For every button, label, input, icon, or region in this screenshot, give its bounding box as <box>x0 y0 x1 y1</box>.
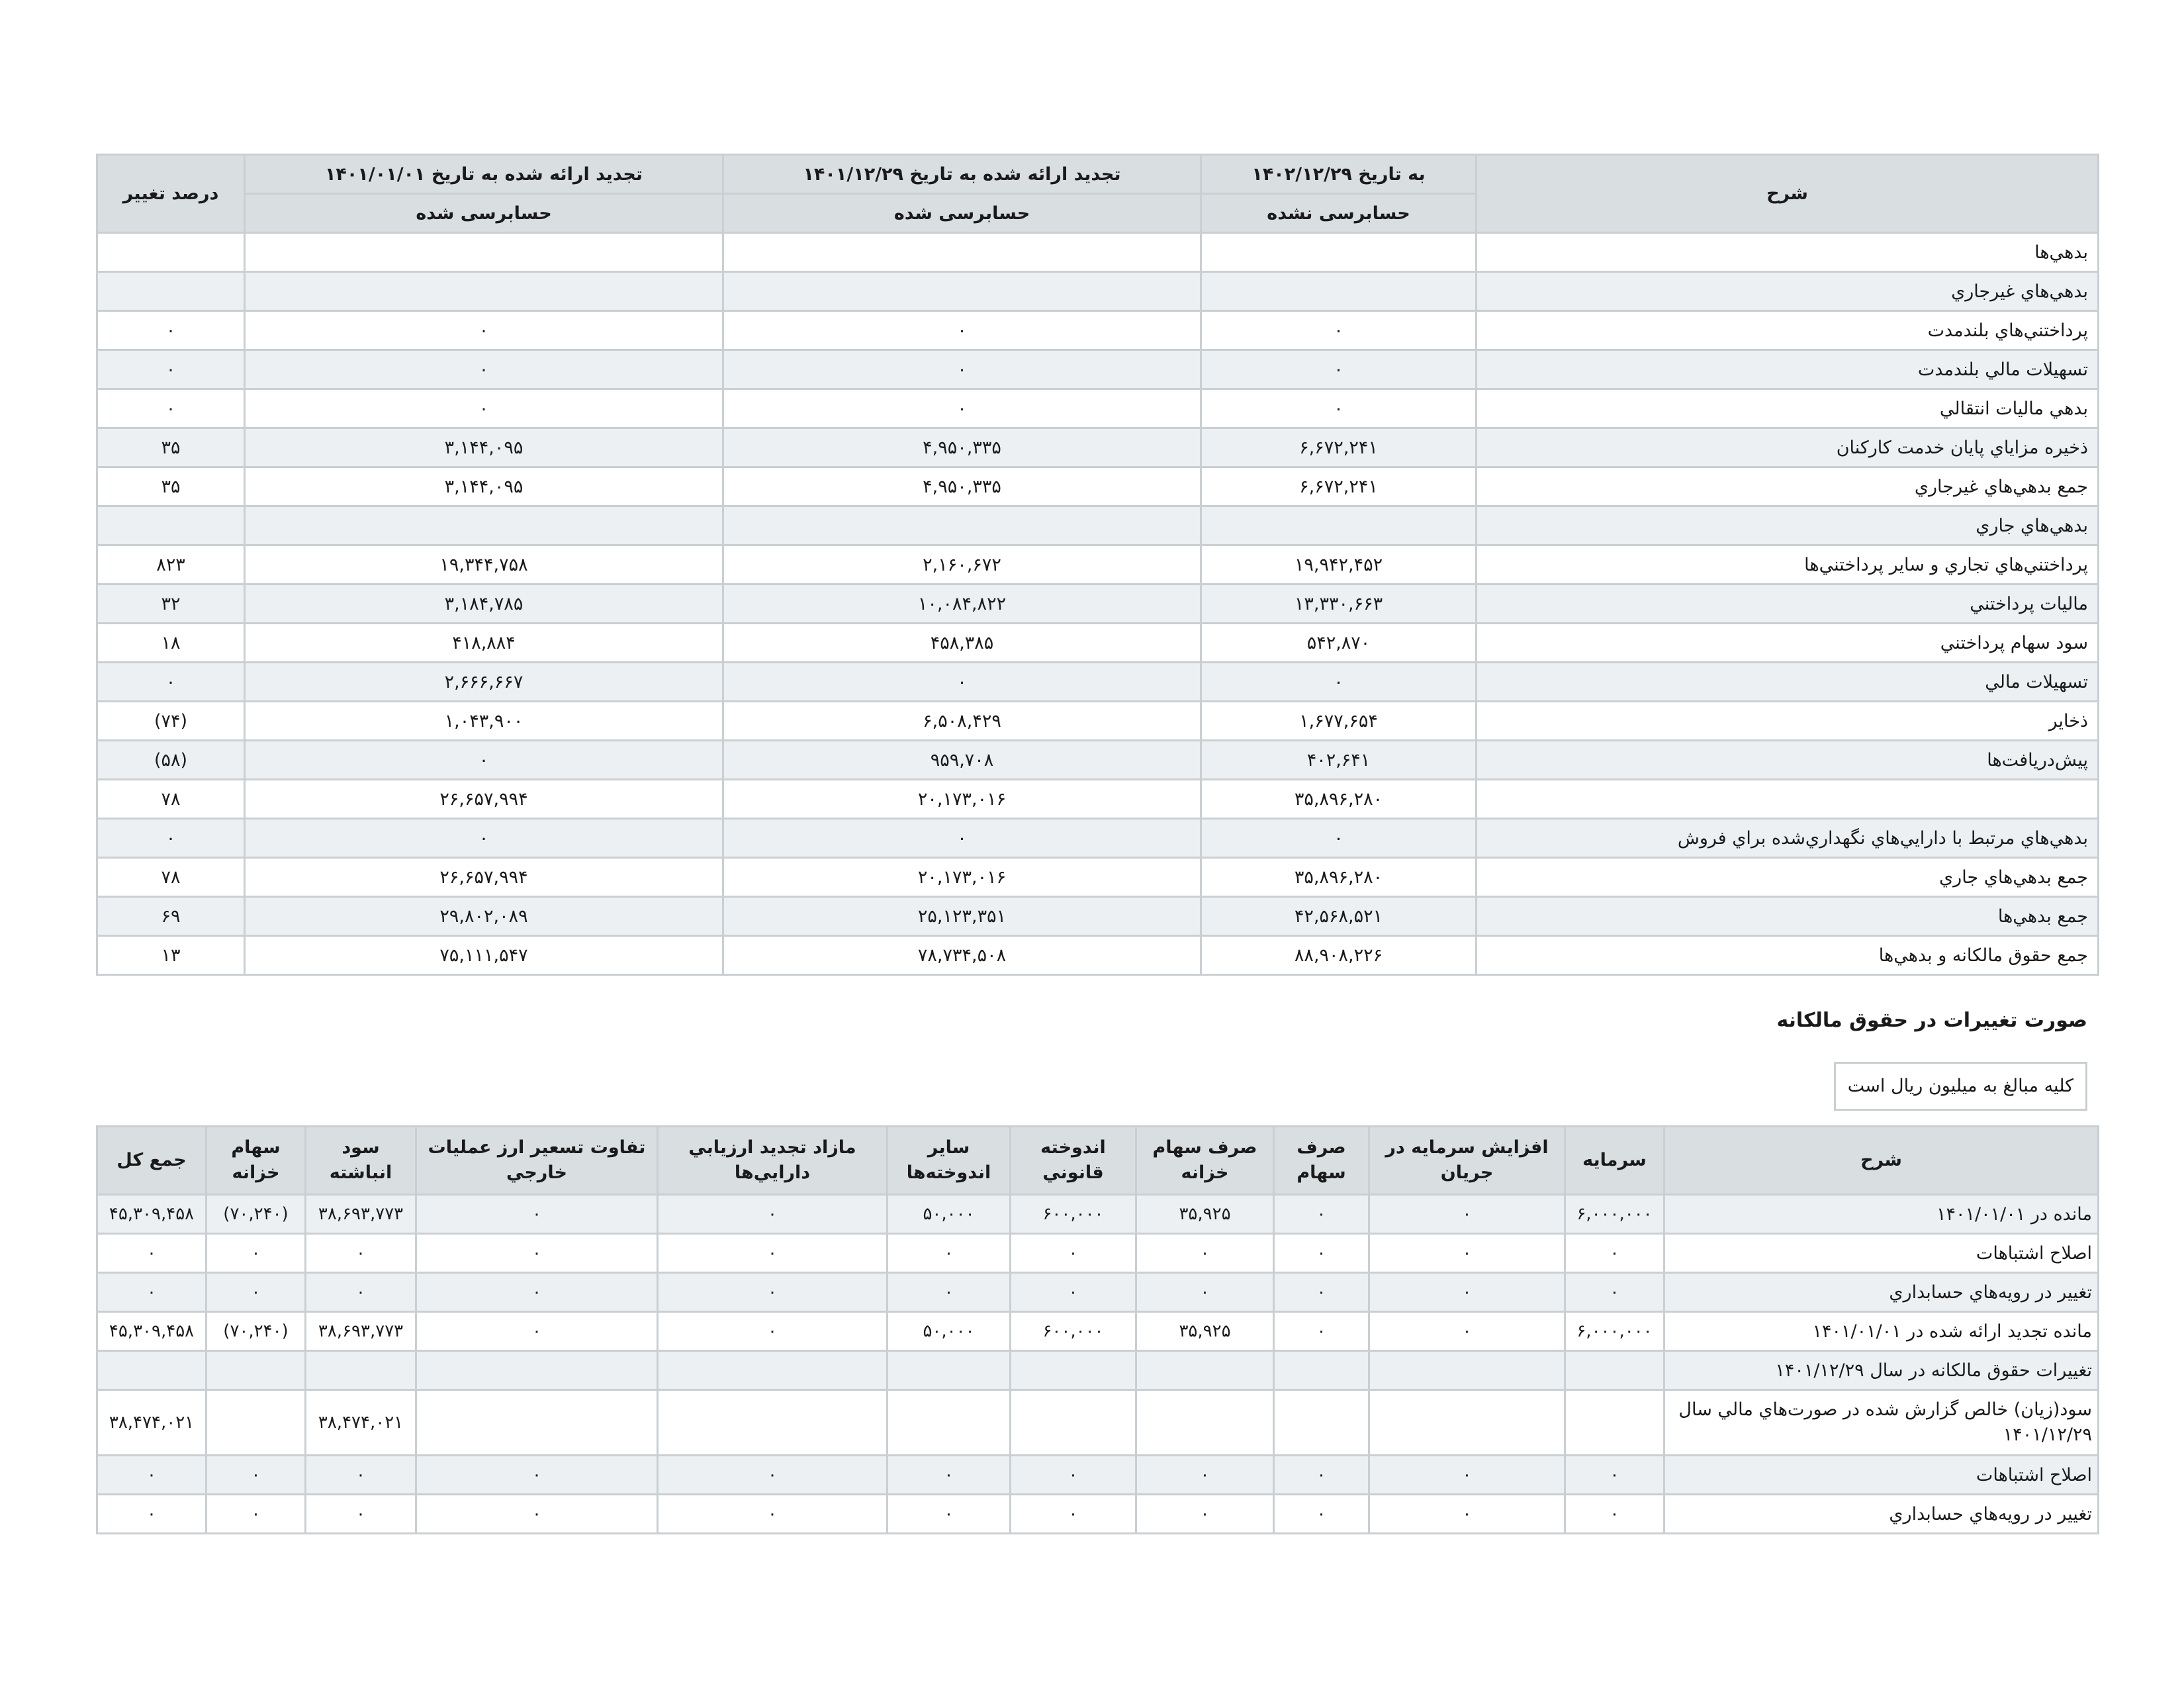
value-1402-12-29: ۴۰۲,۶۴۱ <box>1201 741 1477 780</box>
equity-header-treasury-shares: سهام خزانه <box>206 1127 306 1195</box>
value-1401-12-29 <box>723 272 1201 311</box>
table-row <box>97 858 2099 897</box>
table-row <box>97 1456 2099 1495</box>
value-retained-earnings: ۰ <box>306 1456 416 1495</box>
value-1401-12-29: ۰ <box>723 350 1201 389</box>
value-1401-12-29: ۹۵۹,۷۰۸ <box>723 741 1201 780</box>
table-row <box>97 1273 2099 1312</box>
table-row <box>97 741 2099 780</box>
percent-change: ۰ <box>97 389 245 428</box>
value-capital-increase: ۰ <box>1369 1456 1565 1495</box>
percent-change: ۱۸ <box>97 624 245 663</box>
value-share-premium: ۰ <box>1274 1195 1369 1234</box>
value-1401-01-01: ۱۹,۳۴۴,۷۵۸ <box>245 545 723 585</box>
row-label: ذخاير <box>1477 702 2099 741</box>
value-total <box>97 1351 206 1390</box>
value-1401-01-01: ۱,۰۴۳,۹۰۰ <box>245 702 723 741</box>
value-total: ۰ <box>97 1456 206 1495</box>
value-1401-12-29: ۲۵,۱۲۳,۳۵۱ <box>723 897 1201 936</box>
header-col3-audit-status: حسابرسی شده <box>245 194 723 233</box>
row-label: پرداختني‌هاي بلندمدت <box>1477 311 2099 350</box>
value-1401-12-29: ۲۰,۱۷۳,۰۱۶ <box>723 858 1201 897</box>
equity-header-total: جمع کل <box>97 1127 206 1195</box>
value-revaluation-surplus: ۰ <box>658 1273 887 1312</box>
value-fx-translation: ۰ <box>416 1495 658 1534</box>
table-row <box>97 311 2099 350</box>
value-1401-01-01: ۰ <box>245 741 723 780</box>
percent-change <box>97 233 245 272</box>
row-label: اصلاح اشتباهات <box>1664 1456 2099 1495</box>
row-label: اصلاح اشتباهات <box>1664 1234 2099 1273</box>
row-label: جمع حقوق مالکانه و بدهي‌ها <box>1477 936 2099 975</box>
value-1401-12-29: ۶,۵۰۸,۴۲۹ <box>723 702 1201 741</box>
value-total: ۰ <box>97 1495 206 1534</box>
value-1401-01-01: ۳,۱۴۴,۰۹۵ <box>245 467 723 506</box>
value-1402-12-29: ۰ <box>1201 350 1477 389</box>
value-fx-translation: ۰ <box>416 1456 658 1495</box>
value-share-premium <box>1274 1390 1369 1456</box>
value-treasury-premium: ۰ <box>1136 1495 1274 1534</box>
table-row <box>97 1234 2099 1273</box>
table-row <box>97 1195 2099 1234</box>
value-1401-12-29: ۴۵۸,۳۸۵ <box>723 624 1201 663</box>
value-retained-earnings: ۰ <box>306 1273 416 1312</box>
value-capital-increase <box>1369 1351 1565 1390</box>
value-revaluation-surplus <box>658 1351 887 1390</box>
equity-header-capital: سرمايه <box>1565 1127 1664 1195</box>
percent-change: ۳۵ <box>97 467 245 506</box>
table-row <box>97 624 2099 663</box>
row-label: تغيير در رويه‌هاي حسابداري <box>1664 1273 2099 1312</box>
header-col1-audit-status: حسابرسی نشده <box>1201 194 1477 233</box>
value-1401-12-29: ۴,۹۵۰,۳۳۵ <box>723 467 1201 506</box>
percent-change: ۳۲ <box>97 585 245 624</box>
value-fx-translation <box>416 1351 658 1390</box>
value-capital: ۰ <box>1565 1495 1664 1534</box>
table-row <box>97 819 2099 858</box>
value-retained-earnings: ۳۸,۶۹۳,۷۷۳ <box>306 1312 416 1351</box>
value-other-reserves: ۰ <box>887 1495 1011 1534</box>
value-fx-translation: ۰ <box>416 1195 658 1234</box>
value-1401-12-29: ۴,۹۵۰,۳۳۵ <box>723 428 1201 467</box>
value-1401-12-29: ۷۸,۷۳۴,۵۰۸ <box>723 936 1201 975</box>
value-1401-01-01 <box>245 272 723 311</box>
percent-change: (۷۴) <box>97 702 245 741</box>
value-1401-01-01: ۰ <box>245 350 723 389</box>
percent-change <box>97 272 245 311</box>
value-1402-12-29: ۵۴۲,۸۷۰ <box>1201 624 1477 663</box>
section-title: صورت تغييرات در حقوق مالکانه <box>1776 1009 2087 1032</box>
value-treasury-shares: (۷۰,۲۴۰) <box>206 1195 306 1234</box>
value-1402-12-29: ۱۹,۹۴۲,۴۵۲ <box>1201 545 1477 585</box>
value-legal-reserve: ۰ <box>1011 1456 1136 1495</box>
value-other-reserves: ۰ <box>887 1234 1011 1273</box>
equity-header-other-reserves: ساير اندوخته‌ها <box>887 1127 1011 1195</box>
value-1402-12-29: ۴۲,۵۶۸,۵۲۱ <box>1201 897 1477 936</box>
value-share-premium: ۰ <box>1274 1456 1369 1495</box>
table-row <box>97 506 2099 545</box>
value-treasury-shares <box>206 1351 306 1390</box>
row-label: جمع بدهي‌هاي غيرجاري <box>1477 467 2099 506</box>
percent-change: ۷۸ <box>97 858 245 897</box>
value-revaluation-surplus: ۰ <box>658 1195 887 1234</box>
value-legal-reserve: ۰ <box>1011 1495 1136 1534</box>
value-1401-01-01: ۴۱۸,۸۸۴ <box>245 624 723 663</box>
value-capital-increase: ۰ <box>1369 1195 1565 1234</box>
value-treasury-premium: ۰ <box>1136 1234 1274 1273</box>
row-label: ماليات پرداختني <box>1477 585 2099 624</box>
value-share-premium: ۰ <box>1274 1312 1369 1351</box>
percent-change: ۷۸ <box>97 780 245 819</box>
value-1402-12-29: ۳۵,۸۹۶,۲۸۰ <box>1201 858 1477 897</box>
value-1401-01-01: ۲۶,۶۵۷,۹۹۴ <box>245 858 723 897</box>
equity-header-share-premium: صرف سهام <box>1274 1127 1369 1195</box>
value-capital <box>1565 1390 1664 1456</box>
value-treasury-shares: ۰ <box>206 1234 306 1273</box>
percent-change: ۶۹ <box>97 897 245 936</box>
table-row <box>97 467 2099 506</box>
value-legal-reserve: ۶۰۰,۰۰۰ <box>1011 1195 1136 1234</box>
header-col2-date: تجدید ارائه شده به تاریخ ۱۴۰۱/۱۲/۲۹ <box>723 155 1201 194</box>
value-total: ۳۸,۴۷۴,۰۲۱ <box>97 1390 206 1456</box>
value-1401-01-01: ۰ <box>245 819 723 858</box>
header-col2-audit-status: حسابرسی شده <box>723 194 1201 233</box>
value-1401-12-29: ۰ <box>723 389 1201 428</box>
value-other-reserves: ۰ <box>887 1456 1011 1495</box>
table-row <box>97 545 2099 585</box>
row-label: تغييرات حقوق مالکانه در سال ۱۴۰۱/۱۲/۲۹ <box>1664 1351 2099 1390</box>
value-legal-reserve: ۰ <box>1011 1234 1136 1273</box>
row-label: مانده تجديد ارائه شده در ۱۴۰۱/۰۱/۰۱ <box>1664 1312 2099 1351</box>
table-row <box>97 350 2099 389</box>
value-treasury-premium: ۳۵,۹۲۵ <box>1136 1195 1274 1234</box>
value-treasury-shares: ۰ <box>206 1495 306 1534</box>
unit-note: کليه مبالغ به ميليون ريال است <box>1834 1062 2087 1111</box>
value-total: ۰ <box>97 1273 206 1312</box>
value-1401-01-01: ۲۶,۶۵۷,۹۹۴ <box>245 780 723 819</box>
row-label <box>1477 780 2099 819</box>
percent-change: ۸۲۳ <box>97 545 245 585</box>
row-label: تغيير در رويه‌هاي حسابداري <box>1664 1495 2099 1534</box>
row-label: بدهي‌هاي جاري <box>1477 506 2099 545</box>
table-row <box>97 663 2099 702</box>
value-total: ۴۵,۳۰۹,۴۵۸ <box>97 1312 206 1351</box>
value-treasury-shares: ۰ <box>206 1273 306 1312</box>
percent-change <box>97 506 245 545</box>
value-treasury-shares: ۰ <box>206 1456 306 1495</box>
row-label: مانده در ۱۴۰۱/۰۱/۰۱ <box>1664 1195 2099 1234</box>
value-legal-reserve: ۰ <box>1011 1273 1136 1312</box>
value-1401-12-29: ۲۰,۱۷۳,۰۱۶ <box>723 780 1201 819</box>
value-1402-12-29: ۱,۶۷۷,۶۵۴ <box>1201 702 1477 741</box>
table-row <box>97 389 2099 428</box>
equity-header-treasury-premium: صرف سهام خزانه <box>1136 1127 1274 1195</box>
row-label: بدهي ماليات انتقالي <box>1477 389 2099 428</box>
table-row <box>97 780 2099 819</box>
value-1401-12-29: ۰ <box>723 819 1201 858</box>
value-other-reserves <box>887 1390 1011 1456</box>
row-label: تسهيلات مالي <box>1477 663 2099 702</box>
value-1402-12-29 <box>1201 233 1477 272</box>
value-capital <box>1565 1351 1664 1390</box>
value-revaluation-surplus: ۰ <box>658 1234 887 1273</box>
table-row <box>97 1351 2099 1390</box>
value-capital-increase: ۰ <box>1369 1234 1565 1273</box>
equity-header-description: شرح <box>1664 1127 2099 1195</box>
value-treasury-premium: ۰ <box>1136 1456 1274 1495</box>
value-revaluation-surplus <box>658 1390 887 1456</box>
value-1401-01-01: ۲,۶۶۶,۶۶۷ <box>245 663 723 702</box>
value-treasury-shares: (۷۰,۲۴۰) <box>206 1312 306 1351</box>
row-label: سود سهام پرداختني <box>1477 624 2099 663</box>
percent-change: ۰ <box>97 311 245 350</box>
value-1401-12-29: ۱۰,۰۸۴,۸۲۲ <box>723 585 1201 624</box>
value-1402-12-29: ۰ <box>1201 311 1477 350</box>
value-fx-translation: ۰ <box>416 1273 658 1312</box>
value-treasury-shares <box>206 1390 306 1456</box>
value-capital: ۰ <box>1565 1273 1664 1312</box>
header-description: شرح <box>1477 155 2099 233</box>
value-fx-translation: ۰ <box>416 1312 658 1351</box>
row-label: پرداختني‌هاي تجاري و ساير پرداختني‌ها <box>1477 545 2099 585</box>
value-1401-12-29: ۲,۱۶۰,۶۷۲ <box>723 545 1201 585</box>
value-legal-reserve <box>1011 1390 1136 1456</box>
table-row <box>97 233 2099 272</box>
value-revaluation-surplus: ۰ <box>658 1312 887 1351</box>
value-legal-reserve: ۶۰۰,۰۰۰ <box>1011 1312 1136 1351</box>
value-total: ۴۵,۳۰۹,۴۵۸ <box>97 1195 206 1234</box>
value-1401-01-01: ۰ <box>245 311 723 350</box>
percent-change: ۰ <box>97 663 245 702</box>
value-capital: ۰ <box>1565 1234 1664 1273</box>
table-row <box>97 936 2099 975</box>
value-1401-01-01: ۳,۱۸۴,۷۸۵ <box>245 585 723 624</box>
value-retained-earnings <box>306 1351 416 1390</box>
value-revaluation-surplus: ۰ <box>658 1456 887 1495</box>
value-share-premium: ۰ <box>1274 1495 1369 1534</box>
balance-sheet-liabilities-table <box>96 154 2099 976</box>
row-label: بدهي‌هاي غيرجاري <box>1477 272 2099 311</box>
table-row <box>97 1390 2099 1456</box>
value-1402-12-29: ۰ <box>1201 389 1477 428</box>
value-capital-increase <box>1369 1390 1565 1456</box>
value-capital-increase: ۰ <box>1369 1273 1565 1312</box>
table-row <box>97 702 2099 741</box>
value-fx-translation <box>416 1390 658 1456</box>
value-retained-earnings: ۰ <box>306 1495 416 1534</box>
value-share-premium <box>1274 1351 1369 1390</box>
equity-header-capital-increase: افزايش سرمايه در جريان <box>1369 1127 1565 1195</box>
table-row <box>97 585 2099 624</box>
value-other-reserves: ۵۰,۰۰۰ <box>887 1312 1011 1351</box>
header-percent-change: درصد تغيير <box>97 155 245 233</box>
value-1401-12-29 <box>723 233 1201 272</box>
row-label: جمع بدهي‌ها <box>1477 897 2099 936</box>
value-treasury-premium: ۰ <box>1136 1273 1274 1312</box>
value-1401-01-01: ۲۹,۸۰۲,۰۸۹ <box>245 897 723 936</box>
value-fx-translation: ۰ <box>416 1234 658 1273</box>
value-1402-12-29 <box>1201 272 1477 311</box>
header-col1-date: به تاريخ ۱۴۰۲/۱۲/۲۹ <box>1201 155 1477 194</box>
value-other-reserves <box>887 1351 1011 1390</box>
equity-header-retained-earnings: سود انباشته <box>306 1127 416 1195</box>
value-1401-01-01: ۰ <box>245 389 723 428</box>
value-retained-earnings: ۳۸,۶۹۳,۷۷۳ <box>306 1195 416 1234</box>
value-1401-12-29: ۰ <box>723 311 1201 350</box>
value-1401-12-29: ۰ <box>723 663 1201 702</box>
value-legal-reserve <box>1011 1351 1136 1390</box>
equity-header-revaluation-surplus: مازاد تجديد ارزيابي دارايي‌ها <box>658 1127 887 1195</box>
value-share-premium: ۰ <box>1274 1234 1369 1273</box>
row-label: سود(زيان) خالص گزارش شده در صورت‌هاي مالي سال ۱۴۰۱/۱۲/۲۹ <box>1664 1390 2099 1456</box>
value-other-reserves: ۵۰,۰۰۰ <box>887 1195 1011 1234</box>
percent-change: ۱۳ <box>97 936 245 975</box>
value-1402-12-29: ۰ <box>1201 663 1477 702</box>
value-1401-01-01 <box>245 506 723 545</box>
row-label: جمع بدهي‌هاي جاري <box>1477 858 2099 897</box>
value-1402-12-29: ۶,۶۷۲,۲۴۱ <box>1201 428 1477 467</box>
value-total: ۰ <box>97 1234 206 1273</box>
value-other-reserves: ۰ <box>887 1273 1011 1312</box>
value-share-premium: ۰ <box>1274 1273 1369 1312</box>
value-treasury-premium <box>1136 1351 1274 1390</box>
header-col3-date: تجدید ارائه شده به تاریخ ۱۴۰۱/۰۱/۰۱ <box>245 155 723 194</box>
value-capital: ۰ <box>1565 1456 1664 1495</box>
value-1401-12-29 <box>723 506 1201 545</box>
percent-change: ۳۵ <box>97 428 245 467</box>
value-capital-increase: ۰ <box>1369 1312 1565 1351</box>
value-capital: ۶,۰۰۰,۰۰۰ <box>1565 1312 1664 1351</box>
value-1402-12-29: ۰ <box>1201 819 1477 858</box>
row-label: پيش‌دريافت‌ها <box>1477 741 2099 780</box>
row-label: تسهيلات مالي بلندمدت <box>1477 350 2099 389</box>
value-1402-12-29 <box>1201 506 1477 545</box>
value-1401-01-01: ۳,۱۴۴,۰۹۵ <box>245 428 723 467</box>
table-row <box>97 272 2099 311</box>
percent-change: ۰ <box>97 350 245 389</box>
value-1402-12-29: ۳۵,۸۹۶,۲۸۰ <box>1201 780 1477 819</box>
table-row <box>97 428 2099 467</box>
table-row <box>97 897 2099 936</box>
equity-changes-table <box>96 1125 2099 1534</box>
table-row <box>97 1312 2099 1351</box>
row-label: بدهي‌ها <box>1477 233 2099 272</box>
value-1402-12-29: ۶,۶۷۲,۲۴۱ <box>1201 467 1477 506</box>
equity-header-legal-reserve: اندوخته قانوني <box>1011 1127 1136 1195</box>
value-capital-increase: ۰ <box>1369 1495 1565 1534</box>
value-capital: ۶,۰۰۰,۰۰۰ <box>1565 1195 1664 1234</box>
row-label: بدهي‌هاي مرتبط با دارايي‌هاي نگهداري‌شده براي فروش <box>1477 819 2099 858</box>
percent-change: ۰ <box>97 819 245 858</box>
row-label: ذخيره مزاياي پايان خدمت کارکنان <box>1477 428 2099 467</box>
value-1401-01-01: ۷۵,۱۱۱,۵۴۷ <box>245 936 723 975</box>
value-retained-earnings: ۳۸,۴۷۴,۰۲۱ <box>306 1390 416 1456</box>
value-1402-12-29: ۸۸,۹۰۸,۲۲۶ <box>1201 936 1477 975</box>
value-1402-12-29: ۱۳,۳۳۰,۶۶۳ <box>1201 585 1477 624</box>
value-retained-earnings: ۰ <box>306 1234 416 1273</box>
table-row <box>97 1495 2099 1534</box>
equity-header-fx-translation: تفاوت تسعير ارز عمليات خارجي <box>416 1127 658 1195</box>
percent-change: (۵۸) <box>97 741 245 780</box>
value-1401-01-01 <box>245 233 723 272</box>
value-revaluation-surplus: ۰ <box>658 1495 887 1534</box>
value-treasury-premium: ۳۵,۹۲۵ <box>1136 1312 1274 1351</box>
value-treasury-premium <box>1136 1390 1274 1456</box>
